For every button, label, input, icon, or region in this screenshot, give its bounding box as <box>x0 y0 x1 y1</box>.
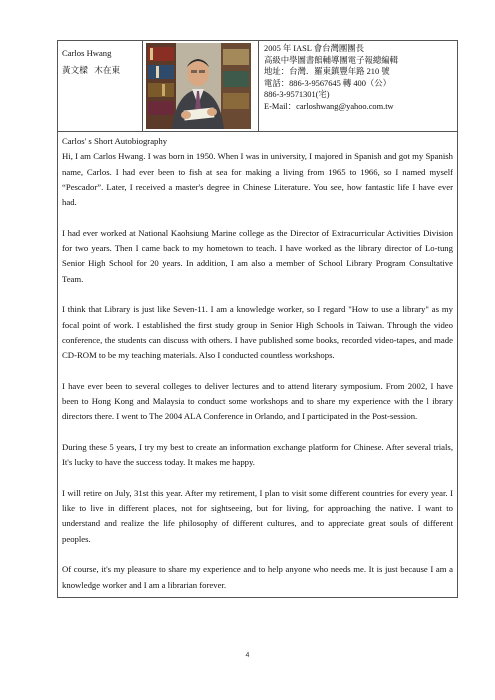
autobiography-row <box>58 132 458 598</box>
hometown: 木在東 <box>94 65 121 75</box>
name-chinese: 黃文樑 <box>62 65 88 75</box>
portrait-illustration <box>146 43 251 129</box>
paragraph: During these 5 years, I try my best to create an information exchange platform for Chinese. After several trials, It's lucky to have the success today. It makes me happy. <box>62 441 453 468</box>
contact-title: 2005 年 IASL 會台灣團團長 <box>264 44 364 53</box>
profile-header-row <box>58 41 458 132</box>
page-number: 4 <box>245 652 250 659</box>
contact-email[interactable]: E-Mail：carloshwang@yahoo.com.tw <box>264 101 394 111</box>
photo-cell <box>143 41 259 132</box>
paragraph: I had ever worked at National Kaohsiung Marine college as the Director of Extracurricular Activities Division for two years. Then I came back to my hometown to teach. I have worked as the library director of Lo-tung Senior High School for 20 years. In addition, I am also a member of School Library Program Consultative Team. <box>62 227 453 284</box>
contact-address: 地址：台灣．羅東鎮豐年路 210 號 <box>264 67 390 77</box>
paragraph: Of course, it's my pleasure to share my experience and to help anyone who needs me. It is just because I am a knowledge worker and I am a librarian forever. <box>62 564 453 590</box>
contact-cell <box>259 41 458 132</box>
autobiography-cell <box>58 132 458 598</box>
autobiography-heading: Carlos' s Short Autobiography <box>62 136 168 146</box>
profile-table <box>57 40 458 598</box>
contact-phone-home: 886-3-9571301(宅) <box>264 90 330 100</box>
contact-phone: 電話：886-3-9567645 轉 400（公） <box>264 78 392 88</box>
paragraph: I think that Library is just like Seven-11. I am a knowledge worker, so I regard "How to use a library" as my focal point of work. I established the first study group in Senior High Schools in Taiwan. Through the video conference, the students can discuss with others. I have published some books, recorded video-tapes, and made CD-ROM to be my teaching materials. Also I conducted countless workshops. <box>62 304 453 361</box>
paragraph: I have ever been to several colleges to deliver lectures and to attend literary symposium. From 2002, I have been to Hong Kong and Malaysia to conduct some workshops and to share my experience with the l ibrary directors there. I went to The 2004 ALA Conference in Orlando, and I participated in the Post-session. <box>62 380 453 422</box>
name-chinese-line <box>62 62 139 79</box>
name-cell <box>58 41 143 132</box>
portrait-photo <box>146 43 251 129</box>
contact-role: 高級中學圖書館輔導團電子報總編輯 <box>264 55 398 65</box>
paragraph: I will retire on July, 31st this year. After my retirement, I plan to visit some different countries for every year. I like to live in different places, not for sightseeing, but for living, for approaching the native. I want to understand and realize the life philosophy of different cultures, and to appreciate great souls of different peoples. <box>62 487 453 544</box>
name-english: Carlos Hwang <box>62 48 112 58</box>
paragraph: Hi, I am Carlos Hwang. I was born in 1950. When I was in university, I majored in Spanish and got my Spanish name, Carlos. I had ever been to fish at sea for making a living from 1965 to 1966, so I named myself “Pescador”. Later, I received a master's degree in Chinese Literature. You see, how fantastic life I have ever had. <box>62 151 453 208</box>
